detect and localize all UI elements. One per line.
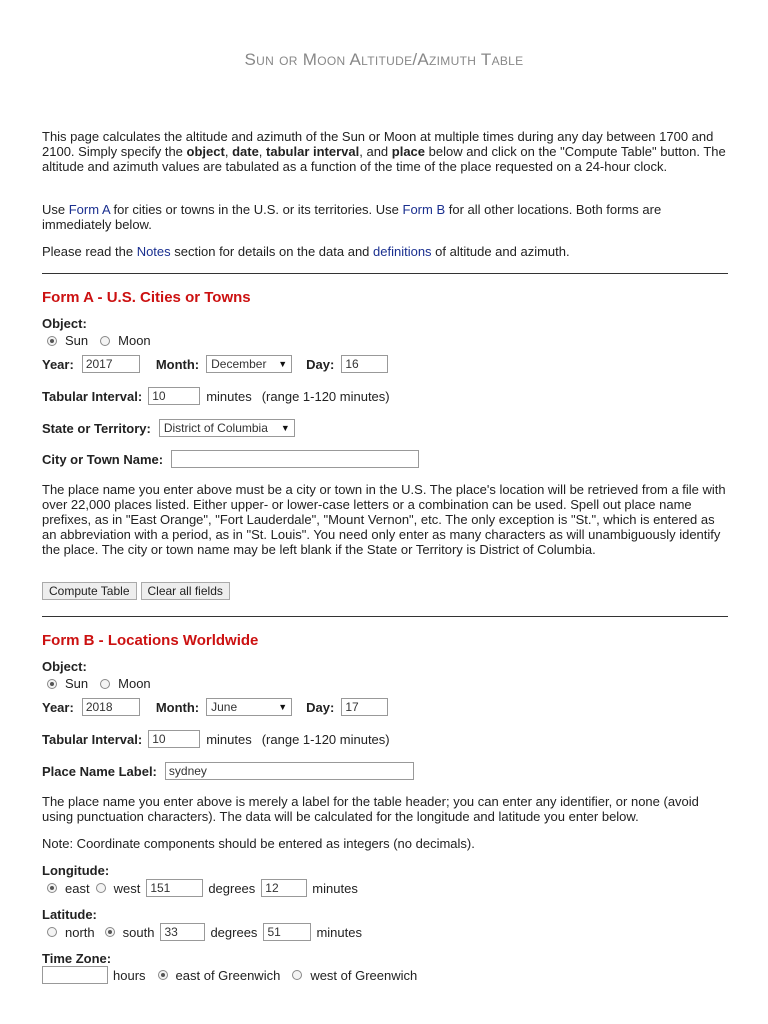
form-a-city-input[interactable] [171,450,419,468]
form-b-link[interactable]: Form B [402,202,446,217]
form-a-year-input[interactable] [82,355,140,373]
form-a-month-select[interactable]: December ▼ [206,355,292,373]
latitude-degrees-input[interactable] [160,923,205,941]
form-b-month-select[interactable]: June ▼ [206,698,292,716]
form-b-object-radios: Sun Moon [47,676,163,691]
longitude-minutes-input[interactable] [261,879,307,897]
chevron-down-icon: ▼ [278,702,288,712]
form-b-interval-row: Tabular Interval: 10 minutes (range 1-120 minutes) [42,730,390,748]
divider [42,616,728,617]
form-a-day-input[interactable] [341,355,388,373]
form-a-heading: Form A - U.S. Cities or Towns [42,289,251,306]
form-b-place-input[interactable] [165,762,414,780]
coordinate-note: Note: Coordinate components should be entered as integers (no decimals). [42,836,475,851]
intro-paragraph: This page calculates the altitude and azimuth of the Sun or Moon at multiple times during any day between 1700 and 2100. Simply specify the object, date, tabular interval, and place below and click on the "Compute Table" button. The altitude and azimuth values are tabulated as a function of the time of the place requested on a 24-hour clock. [42,129,726,174]
east-radio[interactable] [47,883,57,893]
notes-link[interactable]: Notes [136,244,171,259]
south-radio[interactable] [105,927,115,937]
form-a-state-select[interactable]: District of Columbia ▼ [159,419,295,437]
form-a-date-row: Year: 2017 Month: December ▼ Day: 16 [42,355,388,373]
longitude-label: Longitude: [42,863,110,878]
page-title: Sun or Moon Altitude/Azimuth Table [244,50,524,69]
north-radio[interactable] [47,927,57,937]
timezone-hours-input[interactable] [42,966,108,984]
divider [42,273,728,274]
west-of-greenwich-radio[interactable] [292,970,302,980]
form-b-heading: Form B - Locations Worldwide [42,632,259,649]
form-a-city-row: City or Town Name: [42,450,419,468]
latitude-row: north south 33 degrees 51 minutes [47,923,362,941]
form-a-state-row: State or Territory: District of Columbia ▼ [42,419,295,437]
form-a-note: The place name you enter above must be a city or town in the U.S. The place's location will be retrieved from a file with over 22,000 places listed. Either upper- or lower-case letters or a combination can be used. Spell out place name prefixes, as in "East Orange", "Fort Lauderdale", "Mount Vernon", etc. The only exception is "St.", which is entered as an abbreviation with a period, as in "St. Louis". You need only enter as many characters as will unambiguously identify the place. The city or town name may be left blank if the State or Territory is District of Columbia. [42,482,726,557]
form-a-buttons [42,582,230,600]
longitude-row: east west 151 degrees 12 minutes [47,879,358,897]
timezone-row: hours east of Greenwich west of Greenwich [42,966,429,984]
east-of-greenwich-radio[interactable] [158,970,168,980]
form-b-interval-input[interactable] [148,730,200,748]
form-a-object-label: Object: [42,316,87,331]
latitude-minutes-input[interactable] [263,923,311,941]
chevron-down-icon: ▼ [278,359,288,369]
notes-paragraph: Please read the Notes section for details on the data and definitions of altitude and azimuth. [42,244,570,259]
definitions-link[interactable]: definitions [373,244,432,259]
forms-paragraph: Use Form A for cities or towns in the U.S. or its territories. Use Form B for all other locations. Both forms are immediately below. [42,202,662,232]
form-b-moon-radio[interactable] [100,679,110,689]
form-b-object-label: Object: [42,659,87,674]
timezone-label: Time Zone: [42,951,112,966]
form-b-place-row: Place Name Label: sydney [42,762,414,780]
form-b-sun-radio[interactable] [47,679,57,689]
form-b-day-input[interactable] [341,698,388,716]
form-b-date-row: Year: 2018 Month: June ▼ Day: 17 [42,698,388,716]
chevron-down-icon: ▼ [280,423,290,433]
form-a-moon-radio[interactable] [100,336,110,346]
form-a-object-radios: Sun Moon [47,333,163,348]
form-a-interval-input[interactable] [148,387,200,405]
form-b-note: The place name you enter above is merely a label for the table header; you can enter any identifier, or none (avoid using punctuation characters). The data will be calculated for the longitude and latitude you enter below. [42,794,699,824]
form-a-sun-radio[interactable] [47,336,57,346]
form-b-year-input[interactable] [82,698,140,716]
clear-fields-button[interactable]: Clear all fields [141,582,230,600]
latitude-label: Latitude: [42,907,97,922]
west-radio[interactable] [96,883,106,893]
form-a-interval-row: Tabular Interval: 10 minutes (range 1-120 minutes) [42,387,390,405]
form-a-link[interactable]: Form A [68,202,110,217]
longitude-degrees-input[interactable] [146,879,203,897]
compute-table-button[interactable]: Compute Table [42,582,137,600]
